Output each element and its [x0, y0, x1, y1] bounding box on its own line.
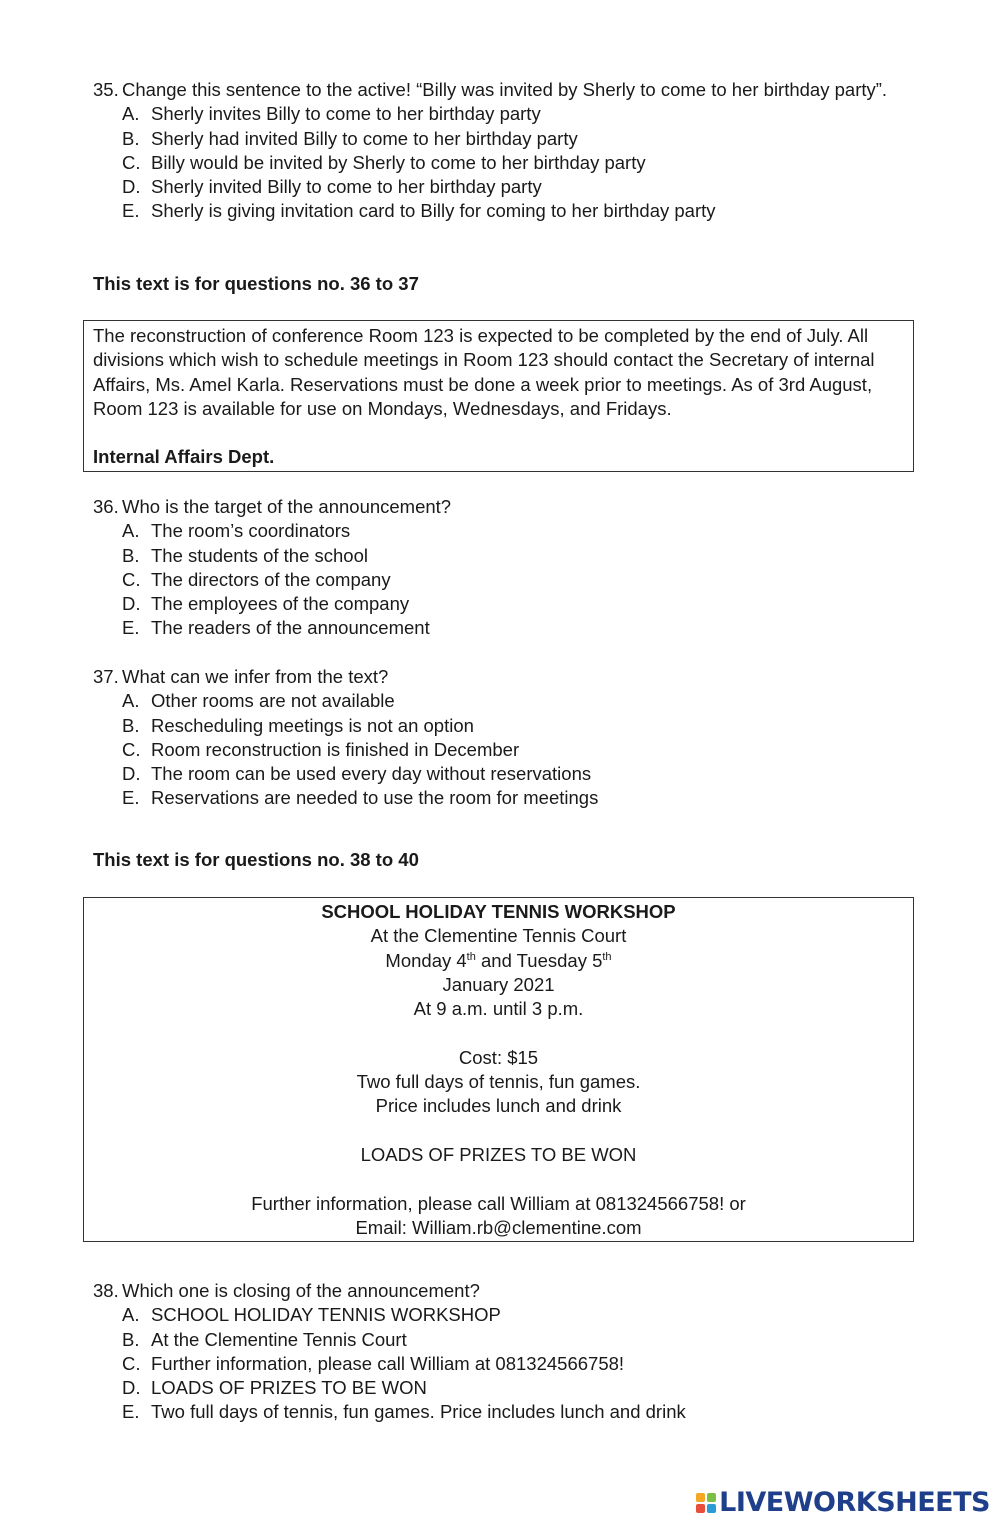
- announcement-description-2: Price includes lunch and drink: [375, 1095, 622, 1117]
- announcement-signature: Internal Affairs Dept.: [93, 446, 275, 468]
- question-36: [93, 495, 893, 641]
- logo-square-3: [696, 1504, 705, 1513]
- option-a[interactable]: A. Sherly invites Billy to come to her birthday party: [122, 103, 541, 125]
- option-e[interactable]: E. Sherly is giving invitation card to Billy for coming to her birthday party: [122, 200, 716, 222]
- question-stem: [93, 78, 893, 102]
- option-b[interactable]: B. Rescheduling meetings is not an option: [122, 714, 474, 736]
- options-list: [93, 1303, 893, 1424]
- option-c[interactable]: C. Room reconstruction is finished in December: [122, 738, 520, 760]
- question-text: Which one is closing of the announcement?: [122, 1280, 480, 1301]
- announcement-heading: SCHOOL HOLIDAY TENNIS WORKSHOP: [321, 901, 676, 922]
- option-c[interactable]: C. Further information, please call William at 081324566758!: [122, 1352, 625, 1374]
- question-35: [93, 78, 893, 224]
- options-list: [93, 519, 893, 640]
- announcement-prizes: LOADS OF PRIZES TO BE WON: [360, 1143, 637, 1165]
- option-d[interactable]: D. The employees of the company: [122, 593, 410, 615]
- liveworksheets-logo-icon: [696, 1493, 716, 1513]
- question-number: 37.: [93, 666, 119, 687]
- option-d[interactable]: D. LOADS OF PRIZES TO BE WON: [122, 1377, 427, 1399]
- logo-text: LIVEWORKSHEETS: [719, 1487, 990, 1518]
- announcement-venue: At the Clementine Tennis Court: [370, 925, 627, 947]
- option-d[interactable]: D. The room can be used every day without reservations: [122, 763, 592, 785]
- logo-square-4: [707, 1504, 716, 1513]
- question-text: Who is the target of the announcement?: [122, 496, 452, 517]
- question-38: [93, 1279, 893, 1425]
- liveworksheets-logo[interactable]: [696, 1487, 990, 1518]
- question-stem: [93, 495, 893, 519]
- announcement-month-year: January 2021: [442, 973, 555, 995]
- logo-square-2: [707, 1493, 716, 1502]
- section-title-36-37: This text is for questions no. 36 to 37: [93, 273, 419, 294]
- announcement-dates: Monday 4th and Tuesday 5th: [385, 949, 612, 971]
- question-stem: [93, 1279, 893, 1303]
- announcement-paragraph: The reconstruction of conference Room 123 is expected to be completed by the end of July. All divisions which wish to schedule meetings in Room 123 should contact the Secretary of internal Affairs, Ms. Amel Karla. Reservations must be done a week prior to meetings. As of 3rd August, Room 123 is available for use on Mondays, Wednesdays, and Fridays.: [93, 325, 875, 419]
- announcement-box-room-123: [83, 320, 914, 472]
- question-37: [93, 665, 893, 811]
- option-c[interactable]: C. The directors of the company: [122, 568, 391, 590]
- section-title-38-40: This text is for questions no. 38 to 40: [93, 849, 419, 870]
- options-list: [93, 689, 893, 810]
- option-b[interactable]: B. Sherly had invited Billy to come to her birthday party: [122, 127, 578, 149]
- announcement-time: At 9 a.m. until 3 p.m.: [413, 998, 584, 1020]
- option-e[interactable]: E. Reservations are needed to use the room for meetings: [122, 787, 599, 809]
- option-e[interactable]: E. The readers of the announcement: [122, 617, 430, 639]
- option-d[interactable]: D. Sherly invited Billy to come to her birthday party: [122, 176, 542, 198]
- announcement-contact-phone: Further information, please call William at 081324566758! or: [251, 1192, 746, 1214]
- logo-square-1: [696, 1493, 705, 1502]
- option-c[interactable]: C. Billy would be invited by Sherly to come to her birthday party: [122, 151, 646, 173]
- options-list: [93, 102, 893, 223]
- question-text: What can we infer from the text?: [122, 666, 389, 687]
- option-b[interactable]: B. The students of the school: [122, 544, 368, 566]
- option-a[interactable]: A. Other rooms are not available: [122, 690, 395, 712]
- question-text: Change this sentence to the active! “Billy was invited by Sherly to come to her birthday party”.: [122, 79, 888, 100]
- option-a[interactable]: A. The room’s coordinators: [122, 520, 351, 542]
- announcement-box-tennis-workshop: [83, 897, 914, 1242]
- announcement-contact-email: Email: William.rb@clementine.com: [355, 1216, 642, 1238]
- question-number: 38.: [93, 1280, 119, 1301]
- question-number: 35.: [93, 79, 119, 100]
- option-a[interactable]: A. SCHOOL HOLIDAY TENNIS WORKSHOP: [122, 1304, 501, 1326]
- announcement-description-1: Two full days of tennis, fun games.: [356, 1071, 641, 1093]
- announcement-cost: Cost: $15: [458, 1046, 539, 1068]
- option-e[interactable]: E. Two full days of tennis, fun games. Price includes lunch and drink: [122, 1401, 686, 1423]
- option-b[interactable]: B. At the Clementine Tennis Court: [122, 1328, 407, 1350]
- question-stem: [93, 665, 893, 689]
- question-number: 36.: [93, 496, 119, 517]
